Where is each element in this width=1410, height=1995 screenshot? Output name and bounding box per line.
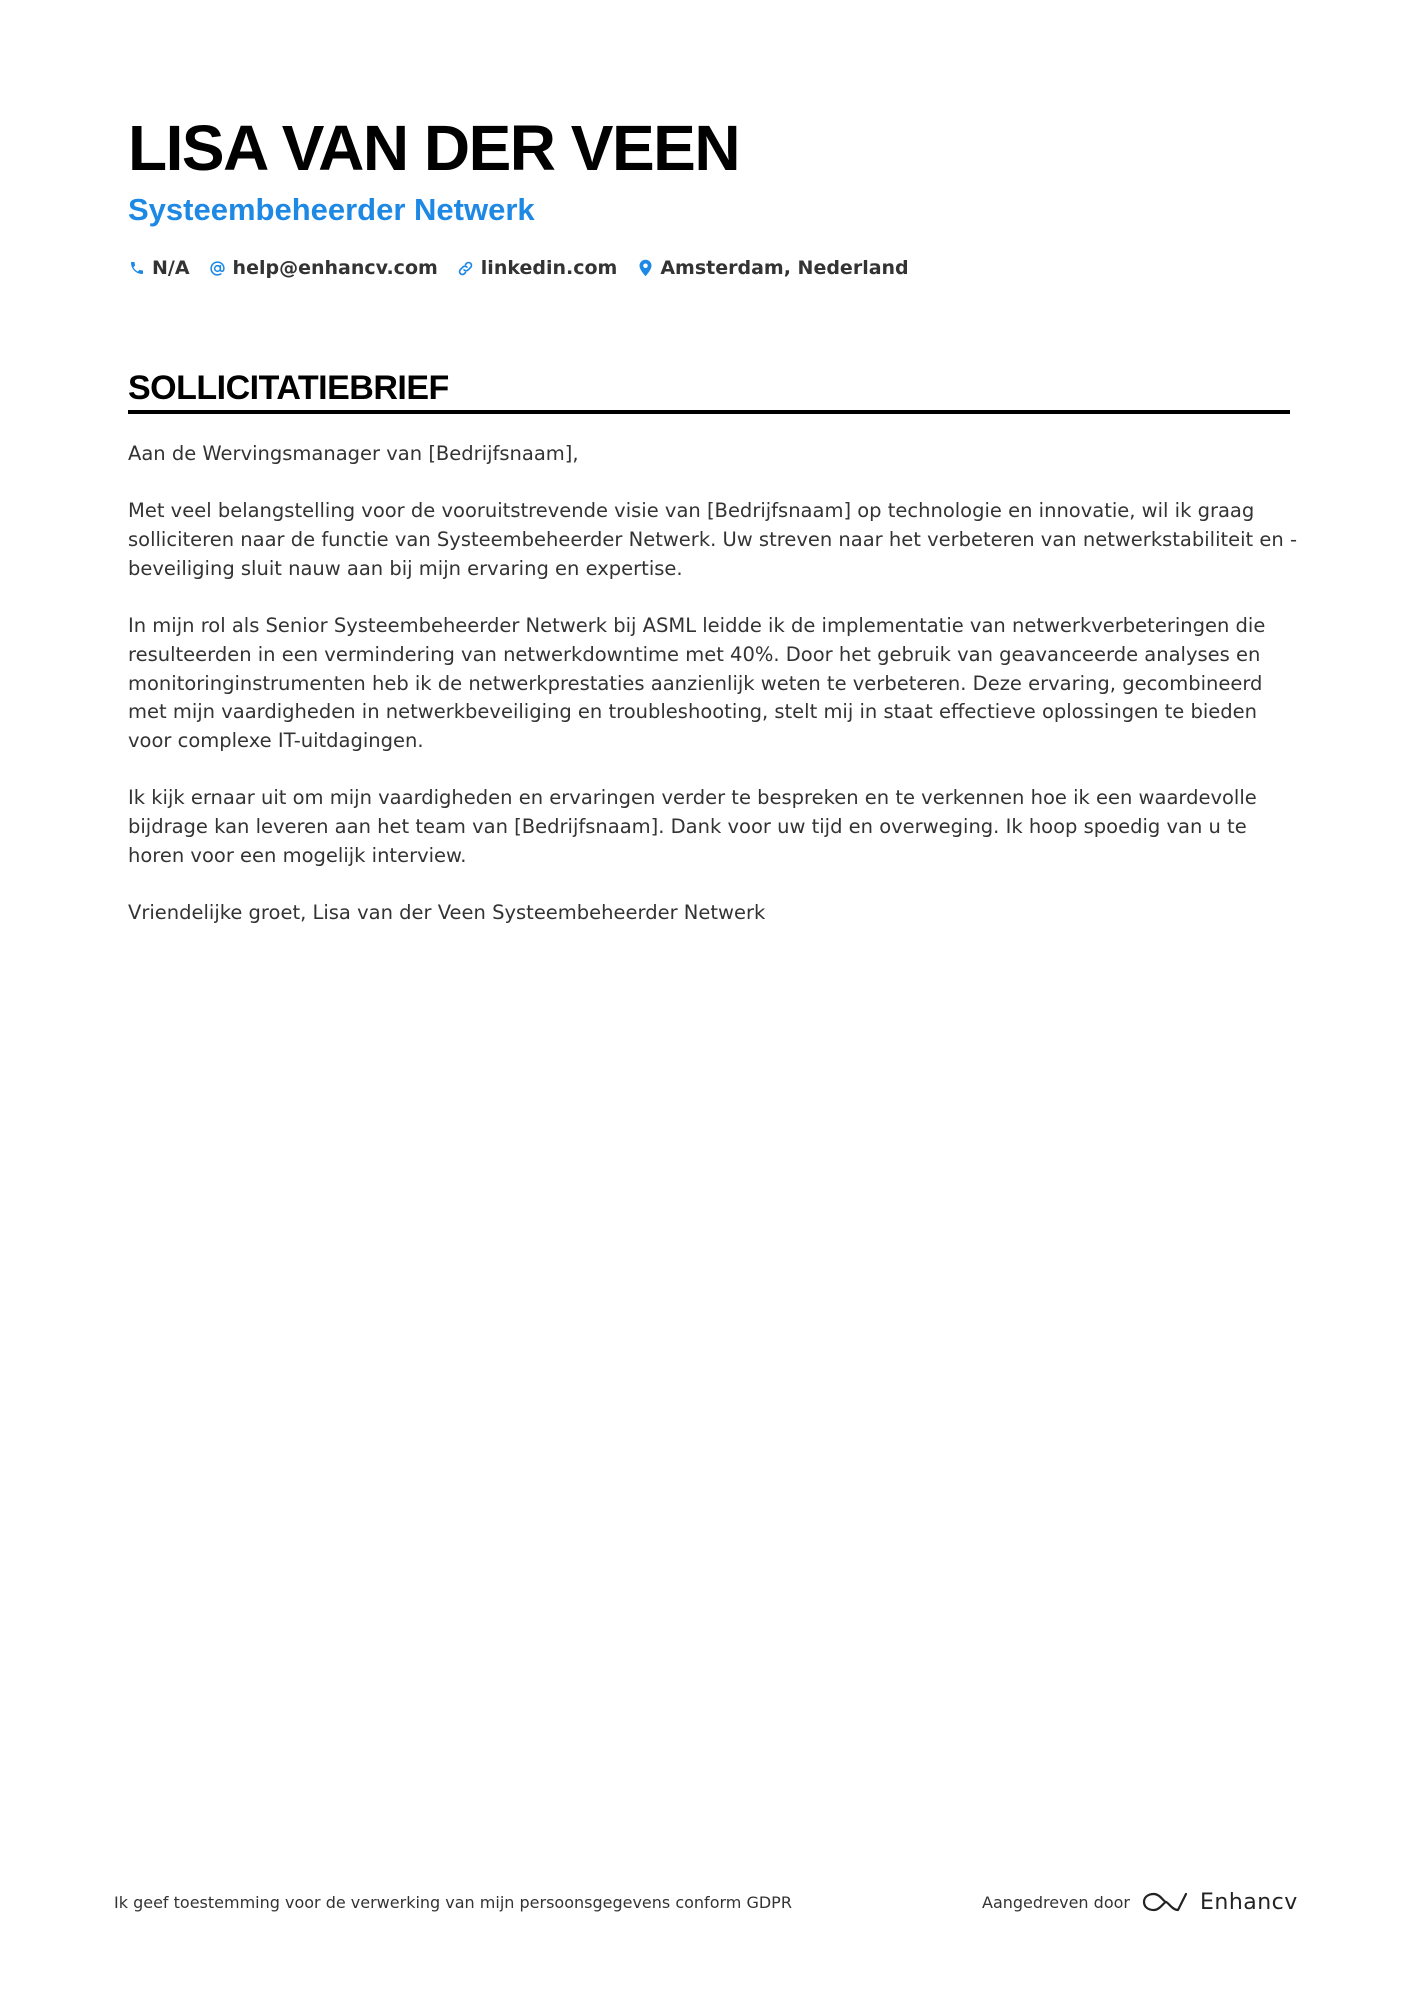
candidate-name: LISA VAN DER VEEN [128,112,740,184]
letter-paragraph-1: Met veel belangstelling voor de vooruitstrevende visie van [Bedrijfsnaam] op technologie en innovatie, wil ik graag solliciteren naar de functie van Systeembeheerder Netwerk. Uw streven naar het verbeteren van netwerkstabiliteit en -beveiliging sluit nauw aan bij mijn ervaring en expertise. [128,499,1297,580]
link-icon [457,258,475,278]
section-heading: SOLLICITATIEBRIEF [128,369,449,407]
contact-email[interactable] [209,257,438,279]
letter-salutation: Aan de Wervingsmanager van [Bedrijfsnaam], [128,442,579,465]
brand-name: Enhancv [1199,1889,1298,1915]
contact-phone [128,257,190,279]
job-title: Systeembeheerder Netwerk [128,192,535,227]
powered-by-brand[interactable] [982,1882,1298,1922]
enhancv-logo-icon [1142,1890,1188,1914]
section-divider [128,410,1290,414]
contact-bar [128,252,928,284]
contact-phone-text: N/A [152,257,190,279]
contact-location [636,257,908,279]
at-icon [209,258,227,278]
powered-by-label: Aangedreven door [982,1892,1130,1912]
letter-paragraph-2: In mijn rol als Senior Systeembeheerder Netwerk bij ASML leidde ik de implementatie van netwerkverbeteringen die resulteerden in een vermindering van netwerkdowntime met 40%. Door het gebruik van geavanceerde analyses en monitoringinstrumenten heb ik de netwerkprestaties aanzienlijk weten te verbeteren. Deze ervaring, gecombineerd met mijn vaardigheden in netwerkbeveiliging en troubleshooting, stelt mij in staat effectieve oplossingen te bieden voor complexe IT-uitdagingen. [128,614,1266,752]
letter-body [128,440,1298,957]
contact-linkedin[interactable] [457,257,618,279]
contact-linkedin-text: linkedin.com [480,257,618,279]
letter-closing: Vriendelijke groet, Lisa van der Veen Systeembeheerder Netwerk [128,901,766,925]
letter-paragraph-3: Ik kijk ernaar uit om mijn vaardigheden en ervaringen verder te bespreken en te verkennen hoe ik een waardevolle bijdrage kan leveren aan het team van [Bedrijfsnaam]. Dank voor uw tijd en overweging. Ik hoop spoedig van u te horen voor een mogelijk interview. [128,786,1257,867]
location-pin-icon [636,258,654,278]
contact-location-text: Amsterdam, Nederland [660,257,909,279]
phone-icon [128,258,146,278]
gdpr-consent-note: Ik geef toestemming voor de verwerking van mijn persoonsgegevens conform GDPR [114,1893,792,1912]
contact-email-text: help@enhancv.com [232,257,438,279]
